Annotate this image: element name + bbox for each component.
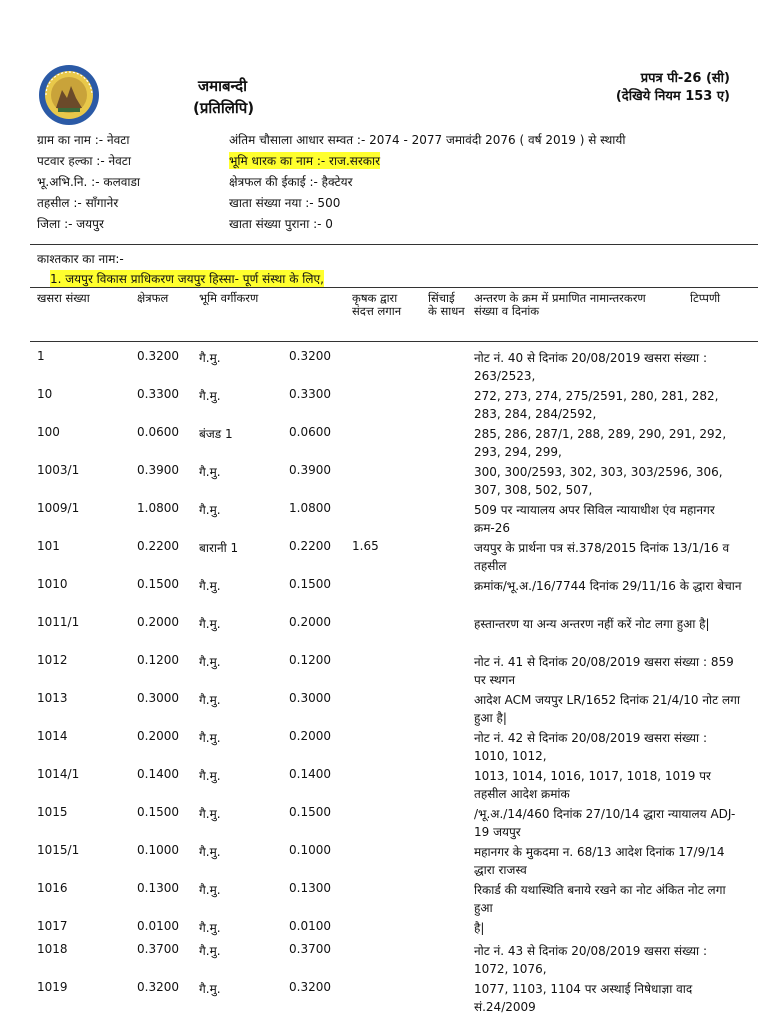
land-class: गै.मु. xyxy=(199,982,221,996)
patwar-circle: पटवार हल्का :- नेवटा xyxy=(37,154,131,168)
transfer-remark: 509 पर न्यायालय अपर सिविल न्यायाधीश एंव महानगर क्रम-26 xyxy=(474,503,715,535)
land-class: गै.मु. xyxy=(199,731,221,745)
transfer-remark: क्रमांक/भू.अ./16/7744 दिनांक 29/11/16 के द्धारा बेचान xyxy=(474,579,742,593)
land-class: गै.मु. xyxy=(199,465,221,479)
cultivator-entry: 1. जयपुर विकास प्राधिकरण जयपुर हिस्सा- पूर्ण संस्था के लिए, xyxy=(50,272,324,286)
transfer-remark: 300, 300/2593, 302, 303, 303/2596, 306, 307, 308, 502, 507, xyxy=(474,465,723,497)
area-value: 0.2000 xyxy=(137,729,179,743)
area-value: 0.1300 xyxy=(137,881,179,895)
area-value: 0.3200 xyxy=(137,349,179,363)
government-emblem-logo xyxy=(38,64,100,126)
area-value: 0.1400 xyxy=(137,767,179,781)
area-value: 0.1500 xyxy=(137,805,179,819)
class-area-value: 1.0800 xyxy=(289,501,331,515)
header-rent: कृषक द्वारा संदत्त लगान xyxy=(352,291,402,318)
transfer-remark: आदेश ACM जयपुर LR/1652 दिनांक 21/4/10 नोट लगा हुआ है| xyxy=(474,693,740,725)
land-class: गै.मु. xyxy=(199,921,221,935)
class-area-value: 0.2000 xyxy=(289,729,331,743)
land-class: गै.मु. xyxy=(199,617,221,631)
khasra-number: 1013 xyxy=(37,691,68,705)
khasra-number: 1016 xyxy=(37,881,68,895)
land-class: गै.मु. xyxy=(199,769,221,783)
class-area-value: 0.1200 xyxy=(289,653,331,667)
land-class: गै.मु. xyxy=(199,579,221,593)
khasra-number: 1012 xyxy=(37,653,68,667)
khasra-number: 1010 xyxy=(37,577,68,591)
form-number: प्रपत्र पी-26 (सी) xyxy=(640,71,730,86)
class-area-value: 0.3900 xyxy=(289,463,331,477)
class-area-value: 0.1000 xyxy=(289,843,331,857)
header-transfer: अन्तरण के क्रम में प्रमाणित नामान्तरकरण संख्या व दिनांक xyxy=(474,291,646,318)
khasra-number: 100 xyxy=(37,425,60,439)
class-area-value: 0.3200 xyxy=(289,349,331,363)
transfer-remark: नोट नं. 42 से दिनांक 20/08/2019 खसरा संख्या : 1010, 1012, xyxy=(474,731,708,763)
area-value: 0.3900 xyxy=(137,463,179,477)
section-divider xyxy=(30,244,758,245)
land-class: बंजड 1 xyxy=(199,427,233,441)
khasra-number: 1014/1 xyxy=(37,767,80,781)
transfer-remark: नोट नं. 43 से दिनांक 20/08/2019 खसरा संख्या : 1072, 1076, xyxy=(474,944,708,976)
area-value: 0.1500 xyxy=(137,577,179,591)
class-area-value: 0.3700 xyxy=(289,942,331,956)
area-value: 0.1000 xyxy=(137,843,179,857)
land-record-inspector: भू.अभि.नि. :- कलवाडा xyxy=(37,175,141,189)
khata-number-new: खाता संख्या नया :- 500 xyxy=(229,196,341,210)
tehsil-name: तहसील :- सॉंगानेर xyxy=(37,196,119,210)
transfer-remark: 1013, 1014, 1016, 1017, 1018, 1019 पर तहसील आदेश क्रमांक xyxy=(474,769,711,801)
table-header-bottom-rule xyxy=(30,341,758,342)
area-value: 0.3000 xyxy=(137,691,179,705)
area-unit: क्षेत्रफल की ईकाई :- हैक्टेयर xyxy=(229,175,353,189)
land-owner-name: भूमि धारक का नाम :- राज.सरकार xyxy=(229,154,381,168)
khata-number-old: खाता संख्या पुराना :- 0 xyxy=(229,217,333,231)
class-area-value: 0.1300 xyxy=(289,881,331,895)
land-class: बारानी 1 xyxy=(199,541,239,555)
header-irrigation: सिंचाई के साधन xyxy=(428,291,465,318)
khasra-number: 1011/1 xyxy=(37,615,80,629)
class-area-value: 0.3000 xyxy=(289,691,331,705)
land-class: गै.मु. xyxy=(199,845,221,859)
area-value: 0.0100 xyxy=(137,919,179,933)
class-area-value: 0.2200 xyxy=(289,539,331,553)
area-value: 0.3300 xyxy=(137,387,179,401)
transfer-remark: /भू.अ./14/460 दिनांक 27/10/14 द्धारा न्यायालय ADJ-19 जयपुर xyxy=(474,807,736,839)
land-class: गै.मु. xyxy=(199,389,221,403)
area-value: 0.3700 xyxy=(137,942,179,956)
rent-value: 1.65 xyxy=(352,539,379,553)
header-land-class: भूमि वर्गीकरण xyxy=(199,291,259,305)
village-name: ग्राम का नाम :- नेवटा xyxy=(37,133,130,147)
khasra-number: 1018 xyxy=(37,942,68,956)
khasra-number: 101 xyxy=(37,539,60,553)
document-title: जमाबन्दी xyxy=(198,77,248,95)
khasra-number: 1014 xyxy=(37,729,68,743)
khasra-number: 1009/1 xyxy=(37,501,80,515)
class-area-value: 0.3200 xyxy=(289,980,331,994)
document-subtitle: (प्रतिलिपि) xyxy=(193,99,255,117)
header-area: क्षेत्रफल xyxy=(137,291,169,305)
transfer-remark: जयपुर के प्रार्थना पत्र सं.378/2015 दिनांक 13/1/16 व तहसील xyxy=(474,541,730,573)
transfer-remark: हस्तान्तरण या अन्य अन्तरण नहीं करें नोट लगा हुआ है| xyxy=(474,617,710,631)
khasra-number: 1017 xyxy=(37,919,68,933)
header-remarks: टिप्पणी xyxy=(690,291,721,305)
area-value: 0.2000 xyxy=(137,615,179,629)
class-area-value: 0.1500 xyxy=(289,805,331,819)
khasra-number: 1015 xyxy=(37,805,68,819)
transfer-remark: रिकार्ड की यथास्थिति बनाये रखने का नोट अंकित नोट लगा हुआ xyxy=(474,883,726,915)
land-class: गै.मु. xyxy=(199,351,221,365)
land-class: गै.मु. xyxy=(199,944,221,958)
class-area-value: 0.1500 xyxy=(289,577,331,591)
khasra-number: 1 xyxy=(37,349,45,363)
class-area-value: 0.3300 xyxy=(289,387,331,401)
settlement-samvat: अंतिम चौसाला आधार सम्वत :- 2074 - 2077 जमावंदी 2076 ( वर्ष 2019 ) से स्थायी xyxy=(229,133,626,147)
table-header-top-rule xyxy=(30,287,758,288)
header-khasra: खसरा संख्या xyxy=(37,291,90,305)
class-area-value: 0.0600 xyxy=(289,425,331,439)
khasra-number: 1015/1 xyxy=(37,843,80,857)
form-rule: (देखिये नियम 153 ए) xyxy=(615,89,730,104)
transfer-remark: नोट नं. 40 से दिनांक 20/08/2019 खसरा संख्या : 263/2523, xyxy=(474,351,708,383)
class-area-value: 0.0100 xyxy=(289,919,331,933)
transfer-remark: 1077, 1103, 1104 पर अस्थाई निषेधाज्ञा वाद सं.24/2009 xyxy=(474,982,693,1014)
land-class: गै.मु. xyxy=(199,503,221,517)
land-class: गै.मु. xyxy=(199,883,221,897)
khasra-number: 10 xyxy=(37,387,53,401)
area-value: 0.3200 xyxy=(137,980,179,994)
transfer-remark: नोट नं. 41 से दिनांक 20/08/2019 खसरा संख्या : 859 पर स्थगन xyxy=(474,655,734,687)
district-name: जिला :- जयपुर xyxy=(37,217,104,231)
transfer-remark: 285, 286, 287/1, 288, 289, 290, 291, 292, 293, 294, 299, xyxy=(474,427,727,459)
area-value: 1.0800 xyxy=(137,501,179,515)
area-value: 0.0600 xyxy=(137,425,179,439)
transfer-remark: 272, 273, 274, 275/2591, 280, 281, 282, 283, 284, 284/2592, xyxy=(474,389,719,421)
cultivator-label: काश्तकार का नाम:- xyxy=(37,252,124,266)
khasra-number: 1003/1 xyxy=(37,463,80,477)
class-area-value: 0.1400 xyxy=(289,767,331,781)
area-value: 0.2200 xyxy=(137,539,179,553)
transfer-remark: है| xyxy=(474,921,485,935)
transfer-remark: महानगर के मुकदमा न. 68/13 आदेश दिनांक 17/9/14 द्धारा राजस्व xyxy=(474,845,725,877)
class-area-value: 0.2000 xyxy=(289,615,331,629)
land-class: गै.मु. xyxy=(199,693,221,707)
land-class: गै.मु. xyxy=(199,655,221,669)
land-class: गै.मु. xyxy=(199,807,221,821)
area-value: 0.1200 xyxy=(137,653,179,667)
khasra-number: 1019 xyxy=(37,980,68,994)
